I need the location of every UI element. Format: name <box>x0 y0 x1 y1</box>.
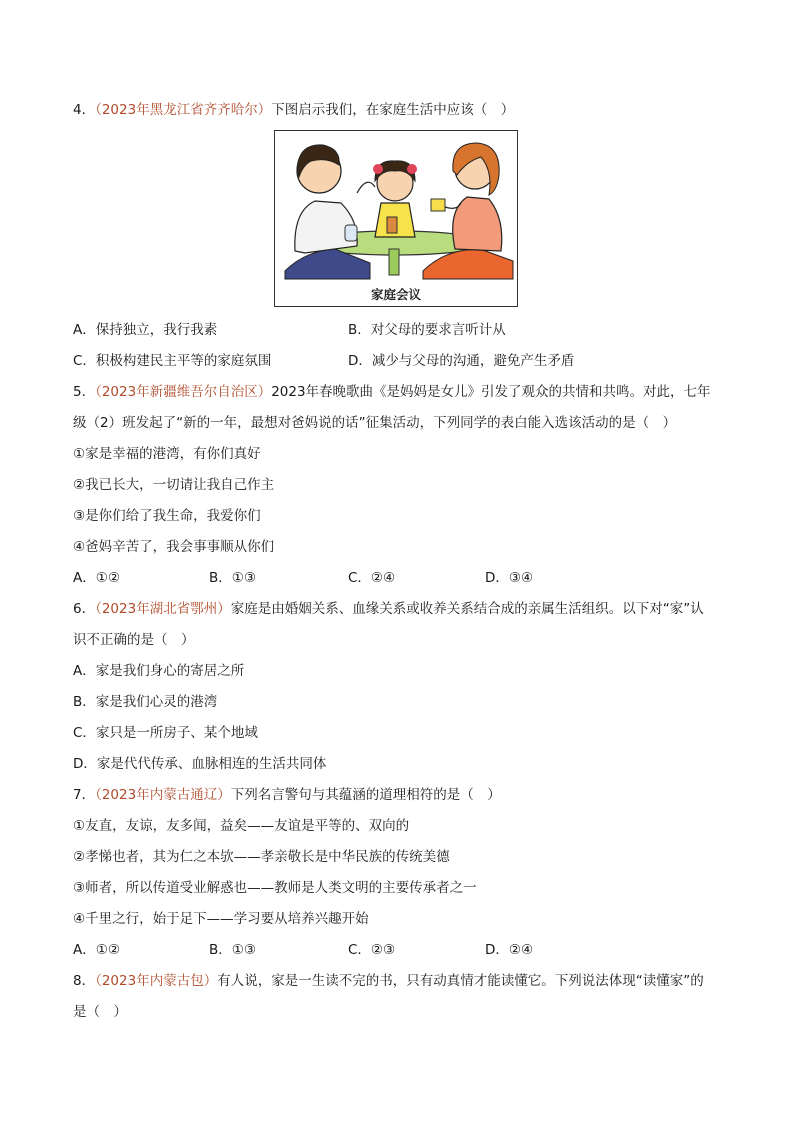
family-meeting-illustration <box>274 130 518 307</box>
q4-source: （2023年黑龙江省齐齐哈尔） <box>95 102 272 118</box>
q6-option-a[interactable]: A．家是我们身心的寄居之所 <box>73 663 245 679</box>
q4-stem <box>73 100 514 120</box>
q5-stem-line2: 级（2）班发起了“新的一年，最想对爸妈说的话”征集活动，下列同学的表白能入选该活动的是（ ） <box>73 415 677 431</box>
q5-stem-line1: 2023年春晚歌曲《是妈妈是女儿》引发了观众的共情和共鸣。对此，七年 <box>271 384 711 400</box>
q7-item-2: ②孝悌也者，其为仁之本欤——孝亲敬长是中华民族的传统美德 <box>73 849 450 865</box>
q7-stem <box>73 785 501 805</box>
q7-number: 7． <box>73 787 96 803</box>
q6-option-d[interactable]: D．家是代代传承、血脉相连的生活共同体 <box>73 756 327 772</box>
q7-option-c[interactable]: C．②③ <box>348 942 396 958</box>
q5-item-1: ①家是幸福的港湾，有你们真好 <box>73 446 261 462</box>
q6-stem <box>73 599 704 619</box>
q5-source: （2023年新疆维吾尔自治区） <box>95 384 272 400</box>
q4-option-d[interactable]: D．减少与父母的沟通，避免产生矛盾 <box>348 353 575 369</box>
q7-item-4: ④千里之行，始于足下——学习要从培养兴趣开始 <box>73 911 369 927</box>
q7-stem-text: 下列名言警句与其蕴涵的道理相符的是（ ） <box>230 787 501 803</box>
q5-number: 5． <box>73 384 96 400</box>
q8-source: （2023年内蒙古包） <box>95 973 218 989</box>
q8-stem-line2: 是（ ） <box>73 1004 127 1020</box>
q5-stem <box>73 382 711 402</box>
q5-item-3: ③是你们给了我生命，我爱你们 <box>73 508 261 524</box>
q4-stem-text: 下图启示我们，在家庭生活中应该（ ） <box>271 102 515 118</box>
q5-item-4: ④爸妈辛苦了，我会事事顺从你们 <box>73 539 275 555</box>
q7-option-d[interactable]: D．②④ <box>485 942 534 958</box>
q6-option-c[interactable]: C．家只是一所房子、某个地域 <box>73 725 258 741</box>
family-scene-drawing <box>275 131 517 281</box>
q5-item-2: ②我已长大，一切请让我自己作主 <box>73 477 275 493</box>
q6-number: 6． <box>73 601 96 617</box>
q8-stem-line1: 有人说，家是一生读不完的书，只有动真情才能读懂它。下列说法体现“读懂家”的 <box>217 973 704 989</box>
q4-option-c[interactable]: C．积极构建民主平等的家庭氛围 <box>73 353 272 369</box>
q5-option-b[interactable]: B．①③ <box>209 570 256 586</box>
q6-stem-line2: 识不正确的是（ ） <box>73 632 195 648</box>
q4-option-b[interactable]: B．对父母的要求言听计从 <box>348 322 506 338</box>
q7-source: （2023年内蒙古通辽） <box>95 787 231 803</box>
q7-option-a[interactable]: A．①② <box>73 942 120 958</box>
q7-item-3: ③师者，所以传道受业解惑也——教师是人类文明的主要传承者之一 <box>73 880 477 896</box>
q7-item-1: ①友直，友谅，友多闻，益矣——友谊是平等的、双向的 <box>73 818 410 834</box>
q5-option-c[interactable]: C．②④ <box>348 570 396 586</box>
q6-option-b[interactable]: B．家是我们心灵的港湾 <box>73 694 218 710</box>
figure-caption: 家庭会议 <box>370 287 421 302</box>
q6-stem-line1: 家庭是由婚姻关系、血缘关系或收养关系结合成的亲属生活组织。以下对“家”认 <box>230 601 704 617</box>
q8-stem <box>73 971 704 991</box>
q7-option-b[interactable]: B．①③ <box>209 942 256 958</box>
q8-number: 8． <box>73 973 96 989</box>
q5-option-d[interactable]: D．③④ <box>485 570 534 586</box>
q5-option-a[interactable]: A．①② <box>73 570 120 586</box>
q4-number: 4． <box>73 102 96 118</box>
q6-source: （2023年湖北省鄂州） <box>95 601 231 617</box>
q4-option-a[interactable]: A．保持独立，我行我素 <box>73 322 218 338</box>
